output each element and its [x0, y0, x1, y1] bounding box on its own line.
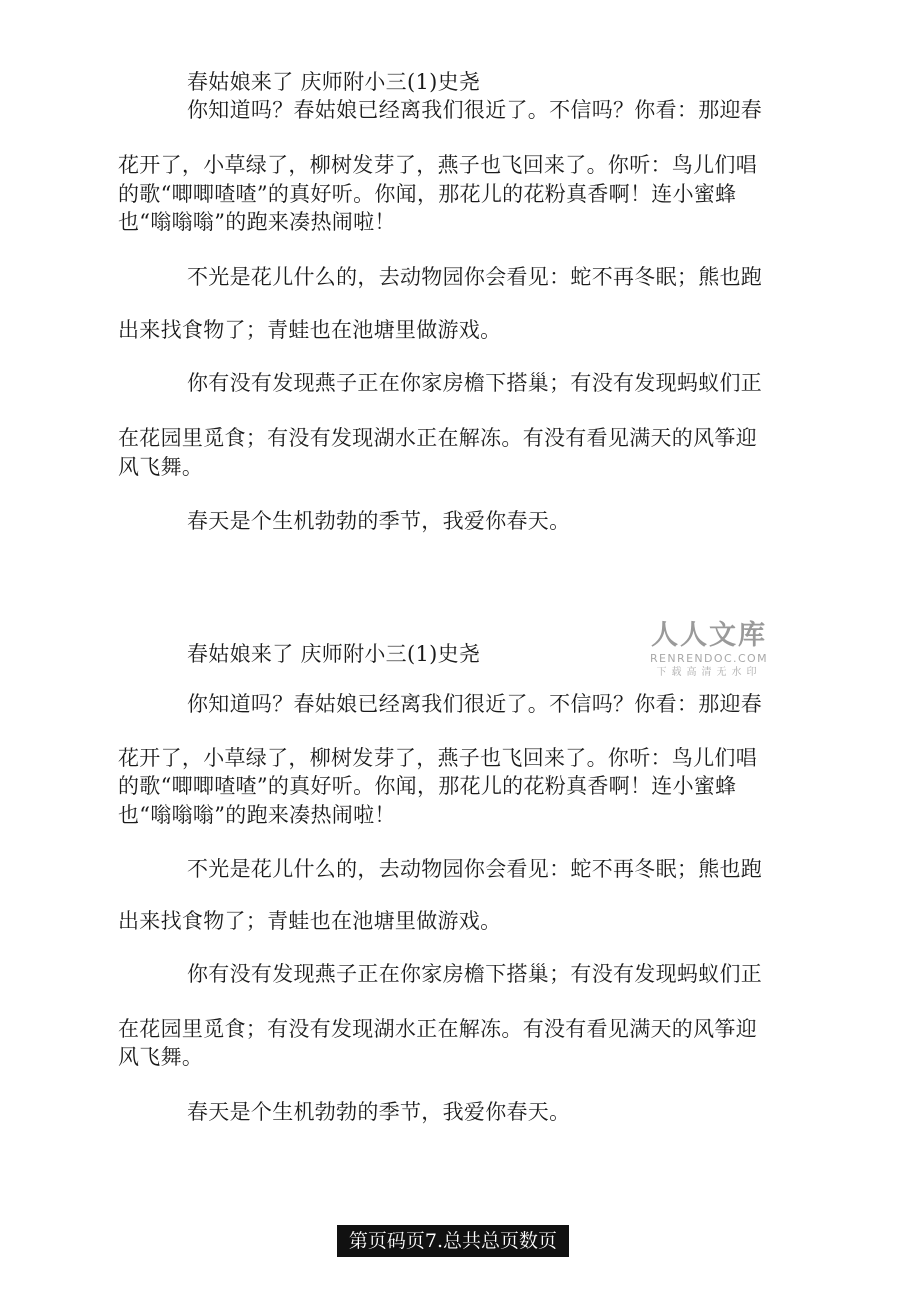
para-line: 的歌“唧唧喳喳”的真好听。你闻，那花儿的花粉真香啊！连小蜜蜂 — [118, 774, 737, 798]
para-line: 风飞舞。 — [118, 1045, 204, 1069]
para-line: 你知道吗？春姑娘已经离我们很近了。不信吗？你看：那迎春 — [187, 98, 763, 122]
para-line: 春天是个生机勃勃的季节，我爱你春天。 — [187, 1100, 571, 1124]
para-line: 花开了，小草绿了，柳树发芽了，燕子也飞回来了。你听：鸟儿们唱 — [118, 153, 757, 177]
para-line: 不光是花儿什么的，去动物园你会看见：蛇不再冬眠；熊也跑 — [187, 265, 763, 289]
heading-1: 春姑娘来了 庆师附小三(1)史尧 — [187, 70, 481, 94]
para-line: 也“嗡嗡嗡”的跑来凑热闹啦！ — [118, 210, 396, 234]
para-line: 风飞舞。 — [118, 455, 204, 479]
para-line: 在花园里觅食；有没有发现湖水正在解冻。有没有看见满天的风筝迎 — [118, 1017, 757, 1041]
watermark-note: 下载高清无水印 — [656, 667, 762, 678]
para-line: 你知道吗？春姑娘已经离我们很近了。不信吗？你看：那迎春 — [187, 692, 763, 716]
para-line: 在花园里觅食；有没有发现湖水正在解冻。有没有看见满天的风筝迎 — [118, 426, 757, 450]
para-line: 你有没有发现燕子正在你家房檐下搭巢；有没有发现蚂蚁们正 — [187, 962, 763, 986]
para-line: 你有没有发现燕子正在你家房檐下搭巢；有没有发现蚂蚁们正 — [187, 371, 763, 395]
watermark-logo: 人人文库 — [651, 620, 767, 651]
para-line: 出来找食物了；青蛙也在池塘里做游戏。 — [118, 318, 502, 342]
watermark — [644, 620, 774, 680]
para-line: 春天是个生机勃勃的季节，我爱你春天。 — [187, 509, 571, 533]
para-line: 花开了，小草绿了，柳树发芽了，燕子也飞回来了。你听：鸟儿们唱 — [118, 746, 757, 770]
para-line: 不光是花儿什么的，去动物园你会看见：蛇不再冬眠；熊也跑 — [187, 857, 763, 881]
para-line: 的歌“唧唧喳喳”的真好听。你闻，那花儿的花粉真香啊！连小蜜蜂 — [118, 182, 737, 206]
page-number-footer: 第页码页7.总共总页数页 — [337, 1225, 569, 1257]
para-line: 出来找食物了；青蛙也在池塘里做游戏。 — [118, 909, 502, 933]
para-line: 也“嗡嗡嗡”的跑来凑热闹啦！ — [118, 803, 396, 827]
heading-2: 春姑娘来了 庆师附小三(1)史尧 — [187, 642, 481, 666]
watermark-url: RENRENDOC.COM — [650, 652, 768, 665]
